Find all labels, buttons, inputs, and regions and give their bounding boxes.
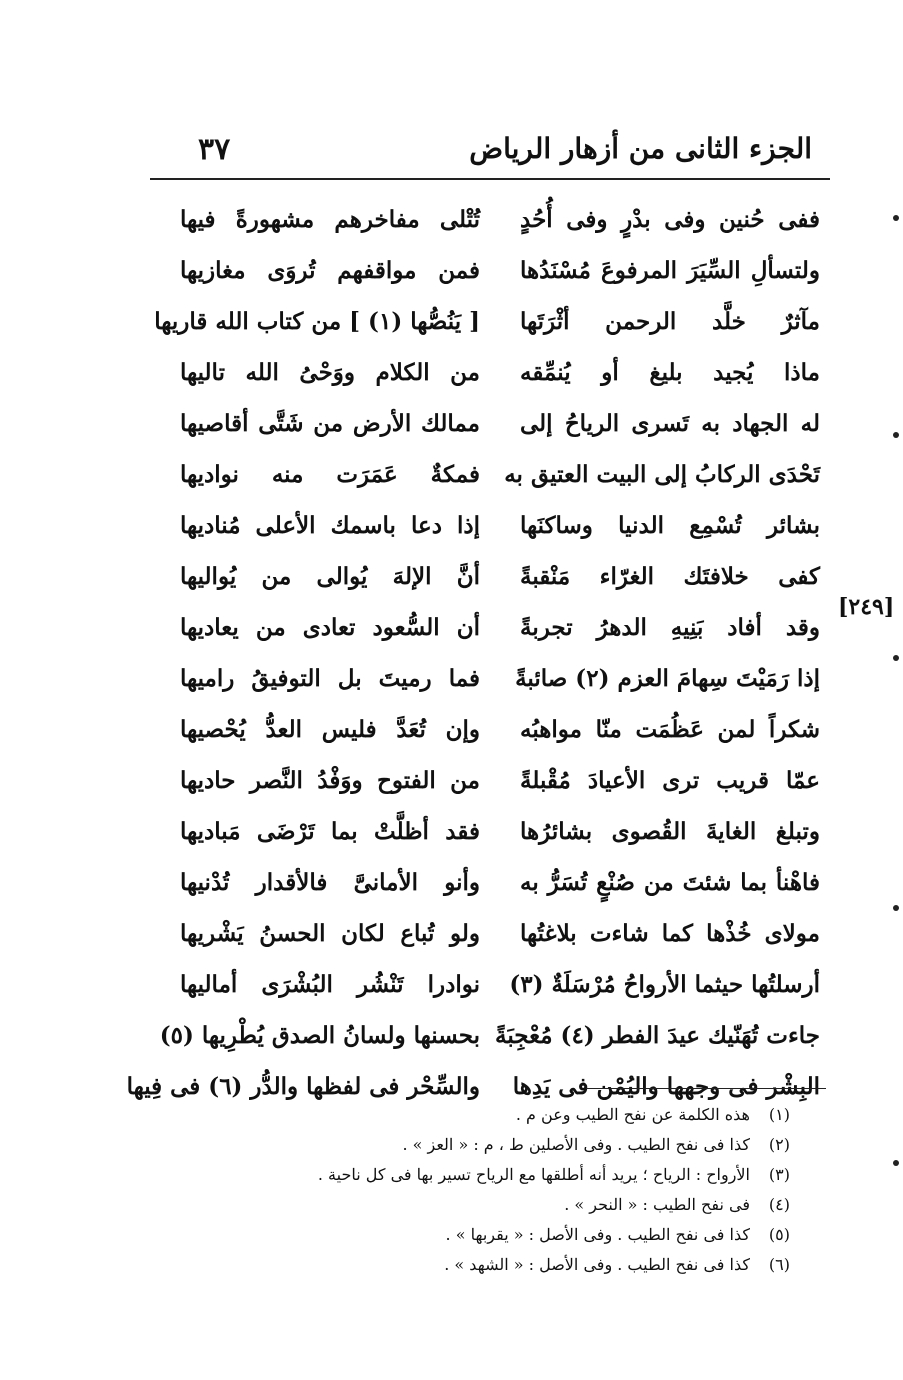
- footnote: [200, 1160, 790, 1190]
- second-hemistich: من الكلام ووَحْىُ الله تاليها: [180, 359, 480, 386]
- verse: [180, 963, 820, 1014]
- footnote-text: كذا فى نفح الطيب . وفى الأصلين ط ، م : « العز » .: [402, 1135, 750, 1154]
- margin-dot: [893, 905, 899, 911]
- first-hemistich: له الجهاد به تَسرى الرياحُ إلى: [520, 410, 820, 437]
- footnote-text: فى نفح الطيب : « النحر » .: [564, 1195, 750, 1214]
- second-hemistich: أنَّ الإلهَ يُوالى من يُواليها: [180, 563, 480, 590]
- footnote-text: هذه الكلمة عن نفح الطيب وعن م .: [515, 1105, 750, 1124]
- margin-dot: [893, 215, 899, 221]
- verse: [159, 1014, 820, 1065]
- margin-dot: [893, 1160, 899, 1166]
- first-hemistich: مآثرٌ خلَّد الرحمن أثْرَتَها: [520, 308, 820, 335]
- footnote-number: (٥): [768, 1225, 790, 1244]
- footnote: [200, 1220, 790, 1250]
- margin-dot: [893, 432, 899, 438]
- second-hemistich: إذا دعا باسمك الأعلى مُناديها: [180, 512, 480, 539]
- first-hemistich: جاءت تُهَنّيك عيدَ الفطر (٤) مُعْجِبَةً: [495, 1022, 820, 1049]
- verse: [180, 453, 820, 504]
- first-hemistich: ماذا يُجيد بليغ أو يُنمِّقه: [520, 359, 820, 386]
- first-hemistich: بشائر تُسْمِع الدنيا وساكنَها: [520, 512, 820, 539]
- verse: [180, 708, 820, 759]
- second-hemistich: وإن تُعَدَّ فليس العدُّ يُحْصيها: [180, 716, 480, 743]
- footnote-number: (٢): [768, 1135, 790, 1154]
- first-hemistich: ولتسألِ السِّيَرَ المرفوعَ مُسْنَدُها: [520, 257, 820, 284]
- second-hemistich: فمكةٌ عَمَرَت منه نواديها: [180, 461, 480, 488]
- first-hemistich: شكراً لمن عَظُمَت منّا مواهبُه: [520, 716, 820, 743]
- running-title: الجزء الثانى من أزهار الرياض: [469, 132, 812, 165]
- second-hemistich: فمن مواقفهم تُروَى مغازيها: [180, 257, 480, 284]
- second-hemistich: نوادرا تَنْشُر البُشْرَى أماليها: [180, 971, 480, 998]
- page-header: [150, 132, 830, 178]
- footnote-number: (١): [768, 1105, 790, 1124]
- first-hemistich: فاهْنأ بما شئتَ من صُنْعٍ تُسَرُّ به: [520, 869, 820, 896]
- verse: [180, 759, 820, 810]
- footnote: [200, 1250, 790, 1280]
- second-hemistich: بحسنها ولسانُ الصدق يُطْرِيها (٥): [159, 1022, 480, 1049]
- verse: [180, 657, 820, 708]
- first-hemistich: وقد أفاد بَنِيهِ الدهرُ تجربةً: [520, 614, 820, 641]
- first-hemistich: تَحْدَى الركابُ إلى البيت العتيق به: [504, 461, 820, 488]
- footnote-number: (٣): [768, 1165, 790, 1184]
- verse: [180, 606, 820, 657]
- footnote-number: (٤): [768, 1195, 790, 1214]
- second-hemistich: والسِّحْر فى لفظها والدُّر (٦) فى فِيها: [126, 1073, 480, 1100]
- first-hemistich: أرسلتُها حيثما الأرواحُ مُرْسَلَةٌ (٣): [509, 971, 820, 998]
- verse: [180, 504, 820, 555]
- first-hemistich: مولاى خُذْها كما شاءت بلاغتُها: [520, 920, 820, 947]
- second-hemistich: فقد أظلَّتْ بما تَرْضَى مَباديها: [180, 818, 480, 845]
- footnote: [200, 1100, 790, 1130]
- verse: [180, 402, 820, 453]
- margin-dot: [893, 655, 899, 661]
- first-hemistich: كفى خلافتَك الغرّاء مَنْقبةً: [520, 563, 820, 590]
- side-reference: [٢٤٩]: [838, 594, 895, 620]
- footnote: [200, 1130, 790, 1160]
- second-hemistich: تُتْلى مفاخرهم مشهورةً فيها: [180, 206, 480, 233]
- verse: [180, 861, 820, 912]
- footnote-text: كذا فى نفح الطيب . وفى الأصل : « الشهد » .: [444, 1255, 750, 1274]
- footnote: [200, 1190, 790, 1220]
- verse: [180, 351, 820, 402]
- verse: [180, 249, 820, 300]
- second-hemistich: ولو تُباع لكان الحسنُ يَشْريها: [180, 920, 480, 947]
- second-hemistich: [ يَنُصُّها (١) ] من كتاب الله قاريها: [154, 308, 480, 335]
- second-hemistich: من الفتوح ووَفْدُ النَّصر حاديها: [180, 767, 480, 794]
- verse: [180, 198, 820, 249]
- verse: [180, 912, 820, 963]
- second-hemistich: ممالك الأرض من شَتَّى أقاصيها: [180, 410, 480, 437]
- verse: [154, 300, 820, 351]
- footnote-text: كذا فى نفح الطيب . وفى الأصل : « يقربها » .: [445, 1225, 750, 1244]
- header-rule: [150, 178, 830, 180]
- verse: [180, 555, 820, 606]
- footnotes: [200, 1100, 790, 1280]
- first-hemistich: وتبلغ الغايةَ القُصوى بشائرُها: [520, 818, 820, 845]
- footnote-text: الأرواح : الرياح ؛ يريد أنه أطلقها مع الرياح تسير بها فى كل ناحية .: [317, 1165, 750, 1184]
- poem: [126, 198, 820, 1116]
- second-hemistich: أن السُّعود تعادى من يعاديها: [180, 614, 480, 641]
- second-hemistich: وأنو الأمانىَّ فالأقدار تُدْنيها: [180, 869, 480, 896]
- verse: [180, 810, 820, 861]
- first-hemistich: إذا رَمَيْتَ سِهامَ العزم (٢) صائبةً: [515, 665, 820, 692]
- footnote-number: (٦): [768, 1255, 790, 1274]
- first-hemistich: عمّا قريب ترى الأعيادَ مُقْبلةً: [520, 767, 820, 794]
- page-number: ٣٧: [198, 132, 231, 167]
- first-hemistich: البِشْر فى وجهها واليُمْن فى يَدِها: [512, 1073, 820, 1100]
- second-hemistich: فما رميتَ بل التوفيقُ راميها: [180, 665, 480, 692]
- footnote-rule: [586, 1088, 826, 1089]
- first-hemistich: ففى حُنين وفى بدْرٍ وفى أُحُدٍ: [520, 206, 820, 233]
